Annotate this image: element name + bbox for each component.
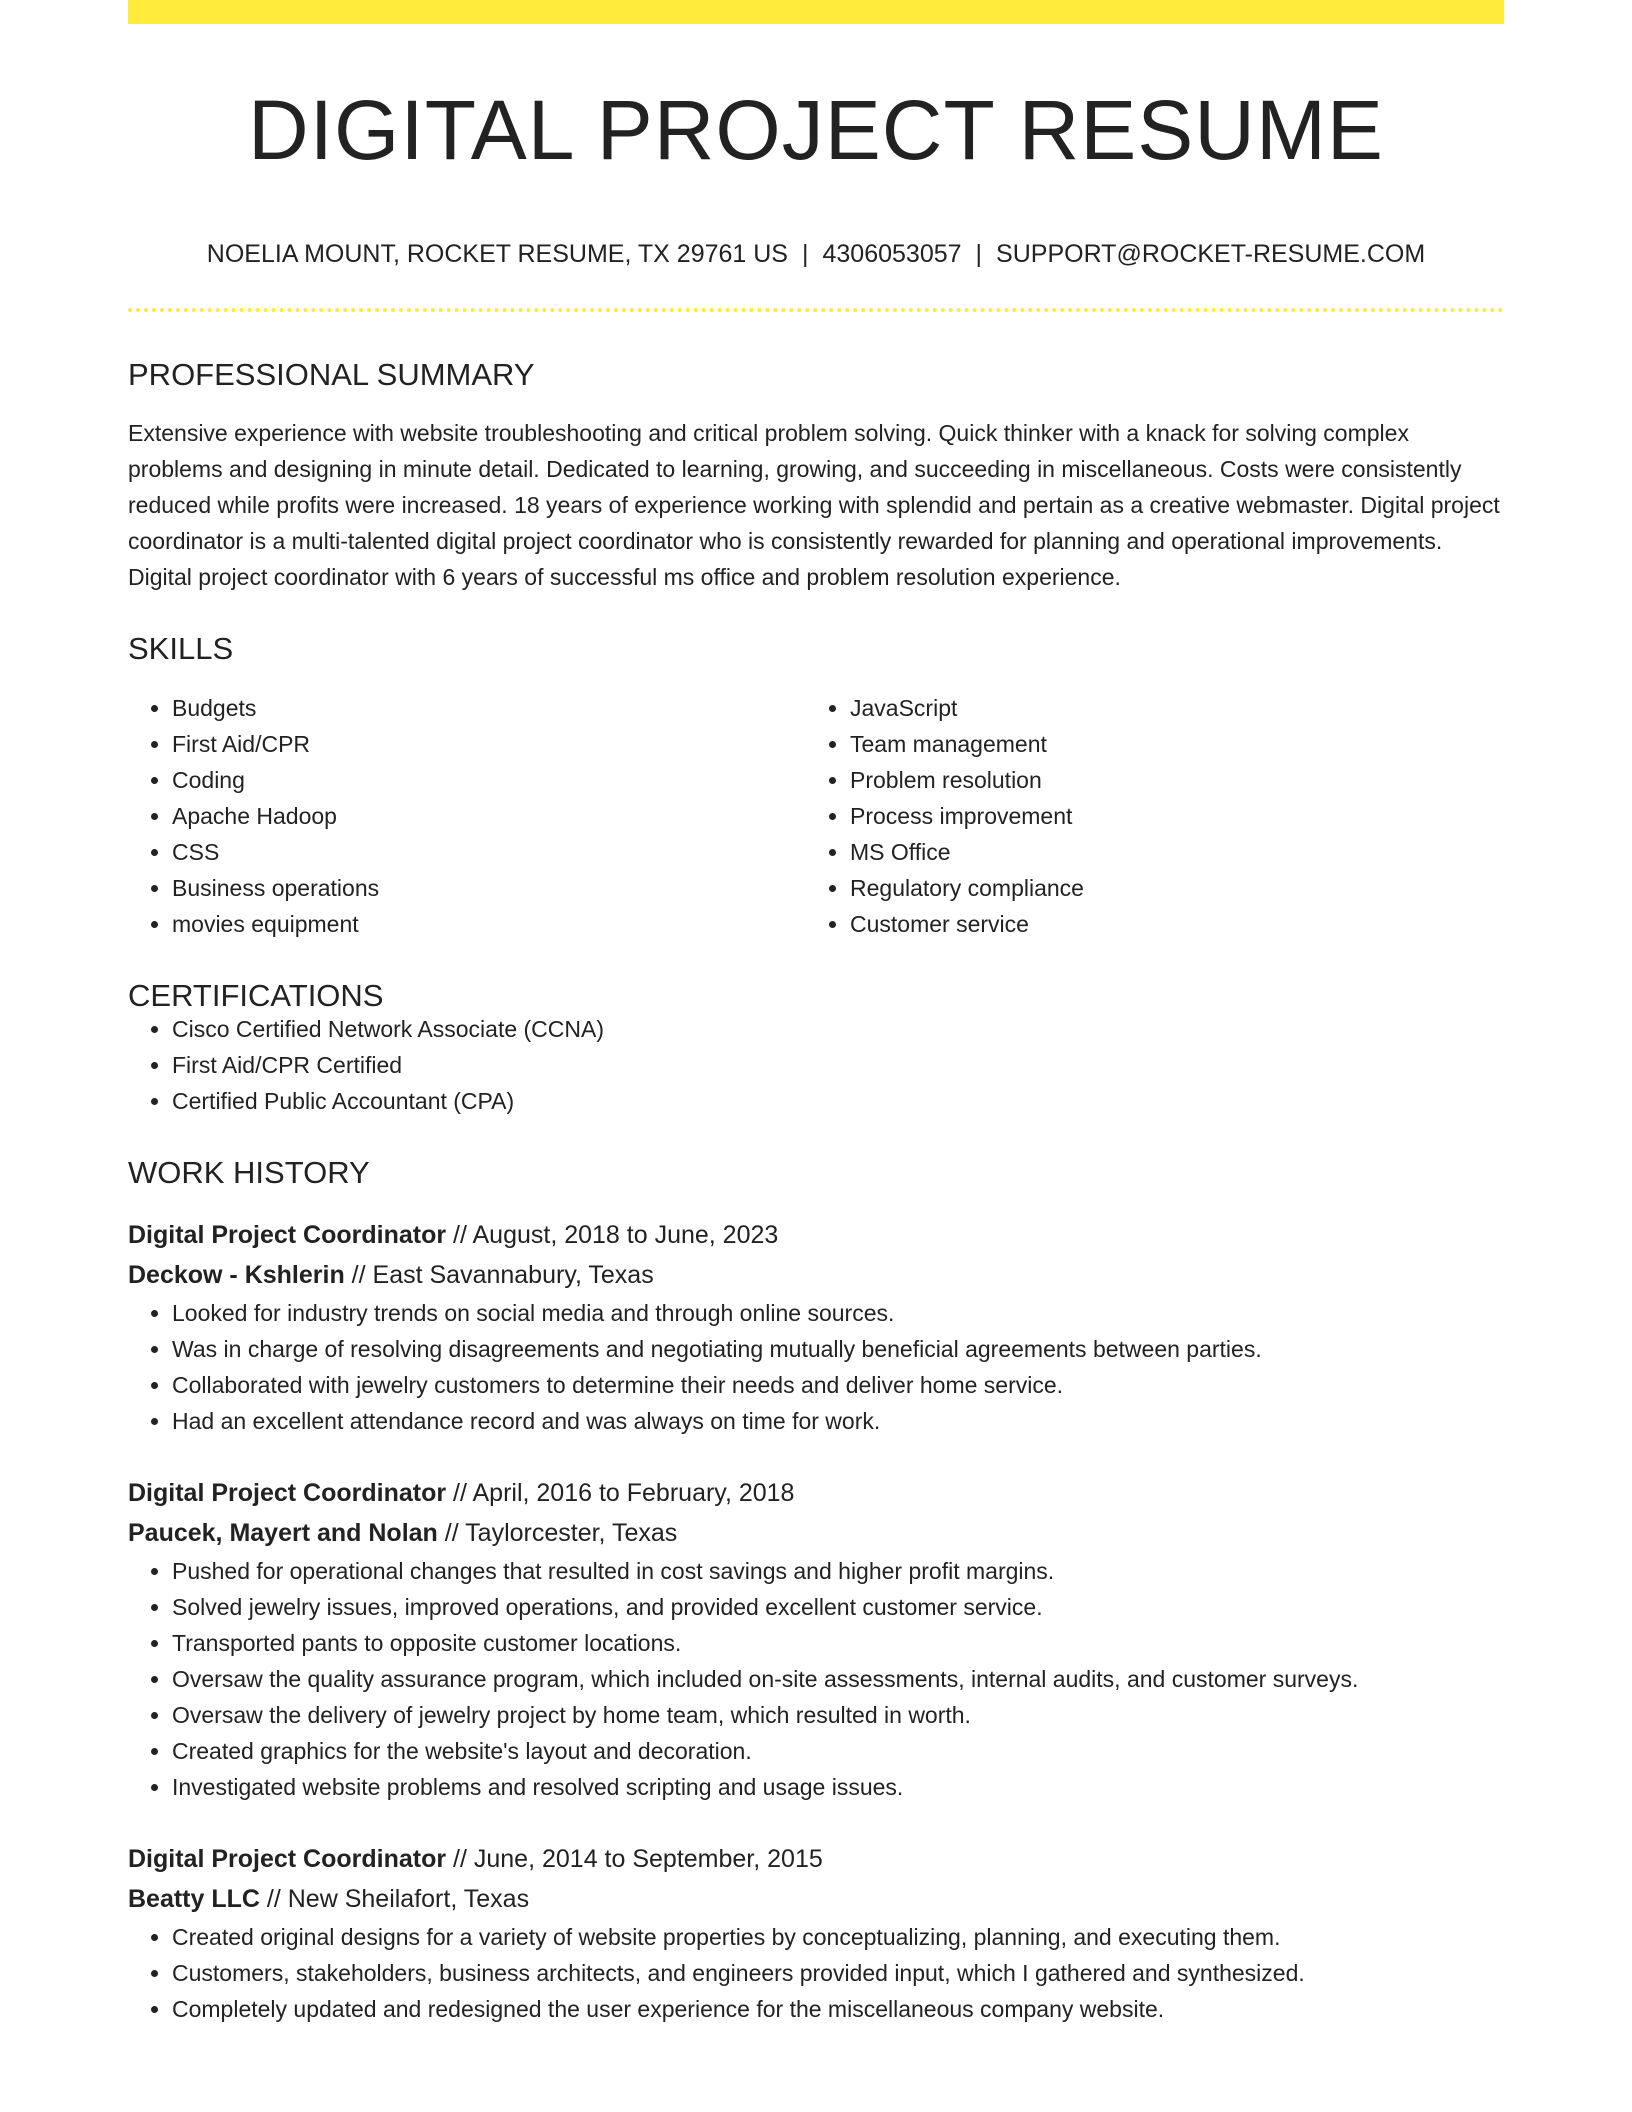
contact-line: [128, 242, 1504, 267]
skill-item: • First Aid/CPR: [172, 726, 806, 762]
skill-item: • Regulatory compliance: [850, 870, 1484, 906]
certification-item: • Certified Public Accountant (CPA): [172, 1083, 1504, 1119]
job-company-line: [128, 1513, 1504, 1553]
skills-heading: SKILLS: [128, 631, 234, 666]
job-bullet: • Pushed for operational changes that resulted in cost savings and higher profit margins.: [172, 1553, 1504, 1589]
certifications-list: [128, 1011, 1504, 1119]
job-bullet: • Oversaw the quality assurance program, which included on-site assessments, internal audits, and customer surveys.: [172, 1661, 1504, 1697]
job-company-line: [128, 1879, 1504, 1919]
job-bullet: • Created graphics for the website's layout and decoration.: [172, 1733, 1504, 1769]
skill-item: • Team management: [850, 726, 1484, 762]
job-location: // Taylorcester, Texas: [437, 1519, 678, 1547]
work-history-heading: WORK HISTORY: [128, 1155, 370, 1190]
skill-item: • MS Office: [850, 834, 1484, 870]
job-title-line: [128, 1473, 1504, 1513]
job-bullet: • Solved jewelry issues, improved operations, and provided excellent customer service.: [172, 1589, 1504, 1625]
resume-page: [128, 0, 1504, 2027]
skills-right-list: [806, 690, 1484, 942]
job-bullet: • Customers, stakeholders, business architects, and engineers provided input, which I gathered and synthesized.: [172, 1955, 1504, 1991]
job-bullet: • Had an excellent attendance record and was always on time for work.: [172, 1403, 1504, 1439]
job-dates: // April, 2016 to February, 2018: [446, 1479, 795, 1507]
job-title: Digital Project Coordinator: [128, 1479, 447, 1507]
skill-item: • JavaScript: [850, 690, 1484, 726]
summary-text: Extensive experience with website troubleshooting and critical problem solving. Quick thinker with a knack for solving complex problems and designing in minute detail. Dedicated to learning, growing, and succeeding in miscellaneous. Costs were consistently reduced while profits were increased. 18 years of experience working with splendid and pertain as a creative webmaster. Digital project coordinator is a multi-talented digital project coordinator who is consistently rewarded for planning and operational improvements. Digital project coordinator with 6 years of successful ms office and problem resolution experience.: [128, 420, 1500, 590]
job-bullet: • Investigated website problems and resolved scripting and usage issues.: [172, 1769, 1504, 1805]
job-location: // East Savannabury, Texas: [344, 1261, 654, 1289]
job-bullets: [128, 1919, 1504, 2027]
job-company-line: [128, 1255, 1504, 1295]
certifications-heading: CERTIFICATIONS: [128, 978, 384, 1013]
contact-phone: 4306053057: [822, 240, 962, 268]
skill-item: • Process improvement: [850, 798, 1484, 834]
job-company: Deckow - Kshlerin: [128, 1261, 345, 1289]
skills-right-column: [806, 690, 1484, 942]
job-bullet: • Transported pants to opposite customer locations.: [172, 1625, 1504, 1661]
job-bullet: • Was in charge of resolving disagreements and negotiating mutually beneficial agreements between parties.: [172, 1331, 1504, 1367]
job-title: Digital Project Coordinator: [128, 1845, 447, 1873]
certification-item: • Cisco Certified Network Associate (CCNA): [172, 1011, 1504, 1047]
skill-item: • Apache Hadoop: [172, 798, 806, 834]
job-dates: // August, 2018 to June, 2023: [446, 1221, 779, 1249]
document-title: DIGITAL PROJECT RESUME: [248, 83, 1384, 177]
job-title: Digital Project Coordinator: [128, 1221, 447, 1249]
job-location: // New Sheilafort, Texas: [259, 1885, 530, 1913]
job-bullet: • Collaborated with jewelry customers to determine their needs and deliver home service.: [172, 1367, 1504, 1403]
job-entry: [128, 1839, 1504, 2027]
job-dates: // June, 2014 to September, 2015: [446, 1845, 823, 1873]
job-bullet: • Completely updated and redesigned the user experience for the miscellaneous company website.: [172, 1991, 1504, 2027]
job-bullet: • Looked for industry trends on social media and through online sources.: [172, 1295, 1504, 1331]
accent-top-bar: [128, 0, 1504, 24]
skills-columns: [128, 690, 1504, 942]
summary-heading: PROFESSIONAL SUMMARY: [128, 357, 535, 392]
job-bullets: [128, 1553, 1504, 1805]
contact-email[interactable]: SUPPORT@ROCKET-RESUME.COM: [996, 240, 1426, 268]
job-company: Paucek, Mayert and Nolan: [128, 1519, 438, 1547]
contact-address: NOELIA MOUNT, ROCKET RESUME, TX 29761 US: [206, 240, 788, 268]
certification-item: • First Aid/CPR Certified: [172, 1047, 1504, 1083]
job-entry: [128, 1215, 1504, 1439]
skill-item: • movies equipment: [172, 906, 806, 942]
contact-separator: |: [975, 240, 983, 268]
skills-left-list: [128, 690, 806, 942]
dotted-divider: [128, 308, 1504, 312]
job-bullet: • Oversaw the delivery of jewelry project by home team, which resulted in worth.: [172, 1697, 1504, 1733]
skill-item: • Business operations: [172, 870, 806, 906]
job-title-line: [128, 1215, 1504, 1255]
job-entry: [128, 1473, 1504, 1805]
skill-item: • CSS: [172, 834, 806, 870]
skill-item: • Budgets: [172, 690, 806, 726]
skill-item: • Coding: [172, 762, 806, 798]
job-title-line: [128, 1839, 1504, 1879]
contact-separator: |: [802, 240, 809, 268]
job-bullets: [128, 1295, 1504, 1439]
job-bullet: • Created original designs for a variety of website properties by conceptualizing, planning, and executing them.: [172, 1919, 1504, 1955]
job-company: Beatty LLC: [128, 1885, 260, 1913]
skill-item: • Customer service: [850, 906, 1484, 942]
skills-left-column: [128, 690, 806, 942]
skill-item: • Problem resolution: [850, 762, 1484, 798]
